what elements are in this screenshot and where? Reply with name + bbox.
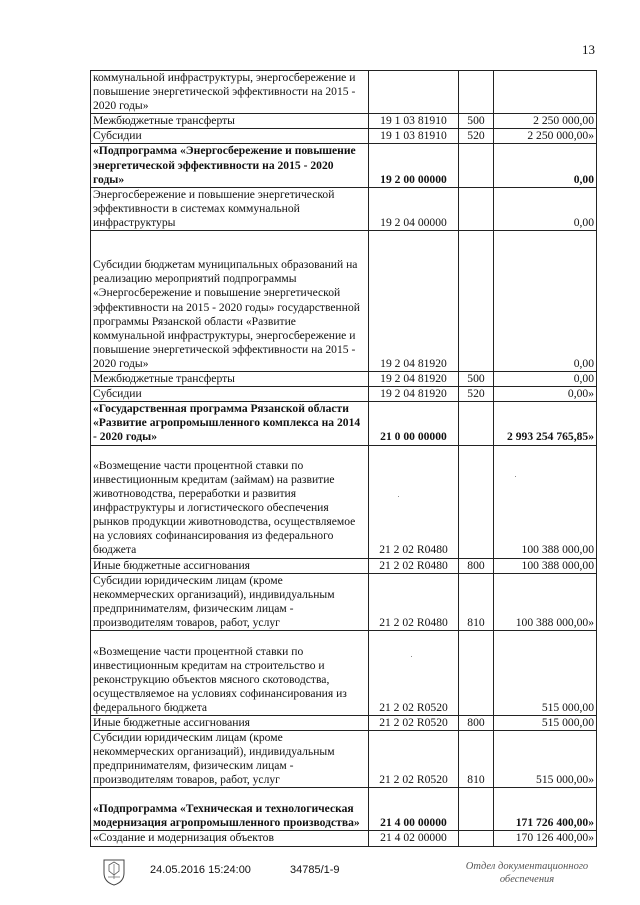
row-type (459, 445, 494, 558)
table-row (91, 402, 597, 445)
row-type (459, 187, 494, 230)
row-type (459, 71, 494, 114)
table-row (91, 558, 597, 573)
stamp-line: обеспечения (499, 874, 555, 885)
table-row (91, 114, 597, 129)
row-name: «Подпрограмма «Энергосбережение и повышение энергетической эффективности на 2015 - 2020 годы» (91, 144, 369, 187)
row-code: 19 2 00 00000 (369, 144, 459, 187)
row-code: 19 1 03 81910 (369, 129, 459, 144)
table-row (91, 715, 597, 730)
table-row (91, 831, 597, 846)
row-name: Межбюджетные трансферты (91, 372, 369, 387)
row-code: 21 2 02 R0480 (369, 558, 459, 573)
row-sum: 0,00» (494, 387, 597, 402)
row-code: 19 2 04 81920 (369, 372, 459, 387)
row-name: коммунальной инфраструктуры, энергосбережение и повышение энергетической эффективности на 2015 - 2020 годы» (91, 71, 369, 114)
row-sum: 100 388 000,00 (494, 445, 597, 558)
row-name: Субсидии юридическим лицам (кроме некоммерческих организаций), индивидуальным предпринимателям, физическим лицам - производителям товаров, работ, услуг (91, 731, 369, 788)
table-row (91, 129, 597, 144)
row-type: 810 (459, 573, 494, 630)
row-type: 810 (459, 731, 494, 788)
row-code: 21 4 00 00000 (369, 788, 459, 831)
row-code (369, 71, 459, 114)
row-sum: 2 250 000,00» (494, 129, 597, 144)
row-code: 21 2 02 R0520 (369, 715, 459, 730)
row-name: «Государственная программа Рязанской области «Развитие агропромышленного комплекса на 2014 - 2020 годы» (91, 402, 369, 445)
table-row (91, 387, 597, 402)
row-name: Межбюджетные трансферты (91, 114, 369, 129)
row-sum: 171 726 400,00» (494, 788, 597, 831)
row-sum: 2 993 254 765,85» (494, 402, 597, 445)
row-sum: 515 000,00 (494, 630, 597, 715)
footer-registration-number: 34785/1-9 (290, 864, 340, 876)
row-type: 500 (459, 114, 494, 129)
table-row (91, 144, 597, 187)
table-row (91, 445, 597, 558)
row-sum: 2 250 000,00 (494, 114, 597, 129)
row-name: «Возмещение части процентной ставки по инвестиционным кредитам на строительство и реконструкцию объектов мясного скотоводства, осуществляемое на условиях софинансирования из федерального бюджета (91, 630, 369, 715)
table-row (91, 788, 597, 831)
row-sum: 0,00 (494, 187, 597, 230)
row-type: 520 (459, 129, 494, 144)
row-sum: 0,00 (494, 372, 597, 387)
department-stamp (447, 860, 607, 886)
row-name: Субсидии (91, 129, 369, 144)
row-type: 800 (459, 558, 494, 573)
page-number: 13 (582, 42, 595, 57)
row-sum: 0,00 (494, 144, 597, 187)
row-code: 21 4 02 00000 (369, 831, 459, 846)
row-code: 19 1 03 81910 (369, 114, 459, 129)
table-row (91, 231, 597, 372)
row-sum: 515 000,00 (494, 715, 597, 730)
row-sum: 100 388 000,00» (494, 573, 597, 630)
row-name: «Возмещение части процентной ставки по инвестиционным кредитам (займам) на развитие животноводства, переработки и развития инфраструктуры и логистического обеспечения рынков продукции животноводства, осуществляемое на условиях софинансирования из федерального бюджета (91, 445, 369, 558)
row-name: Субсидии (91, 387, 369, 402)
row-code: 21 2 02 R0520 (369, 731, 459, 788)
table-row (91, 372, 597, 387)
row-name: «Подпрограмма «Техническая и технологическая модернизация агропромышленного производства» (91, 788, 369, 831)
row-code: 19 2 04 81920 (369, 231, 459, 372)
budget-table (90, 70, 597, 847)
row-code: 21 2 02 R0480 (369, 573, 459, 630)
table-row (91, 573, 597, 630)
row-code: 19 2 04 00000 (369, 187, 459, 230)
row-type (459, 231, 494, 372)
row-sum: 100 388 000,00 (494, 558, 597, 573)
row-type (459, 402, 494, 445)
row-type (459, 144, 494, 187)
table-row (91, 630, 597, 715)
row-sum: 170 126 400,00» (494, 831, 597, 846)
row-code: 21 0 00 00000 (369, 402, 459, 445)
table-row (91, 71, 597, 114)
row-type (459, 788, 494, 831)
coat-of-arms-icon (100, 856, 128, 886)
row-name: Иные бюджетные ассигнования (91, 715, 369, 730)
row-type (459, 630, 494, 715)
row-name: Субсидии бюджетам муниципальных образований на реализацию мероприятий подпрограммы «Энергосбережение и повышение энергетической эффективности на 2015 - 2020 годы» государственной программы Рязанской области «Развитие коммунальной инфраструктуры, энергосбережение и повышение энергетической эффективности на 2015 - 2020 годы» (91, 231, 369, 372)
row-code: 21 2 02 R0480 (369, 445, 459, 558)
row-sum (494, 71, 597, 114)
row-name: Иные бюджетные ассигнования (91, 558, 369, 573)
row-name: «Создание и модернизация объектов (91, 831, 369, 846)
row-type: 800 (459, 715, 494, 730)
footer-date: 24.05.2016 15:24:00 (150, 864, 251, 876)
row-code: 19 2 04 81920 (369, 387, 459, 402)
row-type: 500 (459, 372, 494, 387)
row-type (459, 831, 494, 846)
scan-speck (398, 496, 399, 497)
table-row (91, 731, 597, 788)
scan-speck (411, 656, 412, 657)
row-sum: 515 000,00» (494, 731, 597, 788)
row-sum: 0,00 (494, 231, 597, 372)
stamp-line: Отдел документационного (465, 861, 589, 872)
row-name: Энергосбережение и повышение энергетической эффективности в системах коммунальной инфраструктуры (91, 187, 369, 230)
scan-speck (515, 476, 516, 477)
row-code: 21 2 02 R0520 (369, 630, 459, 715)
table-row (91, 187, 597, 230)
row-name: Субсидии юридическим лицам (кроме некоммерческих организаций), индивидуальным предпринимателям, физическим лицам - производителям товаров, работ, услуг (91, 573, 369, 630)
row-type: 520 (459, 387, 494, 402)
